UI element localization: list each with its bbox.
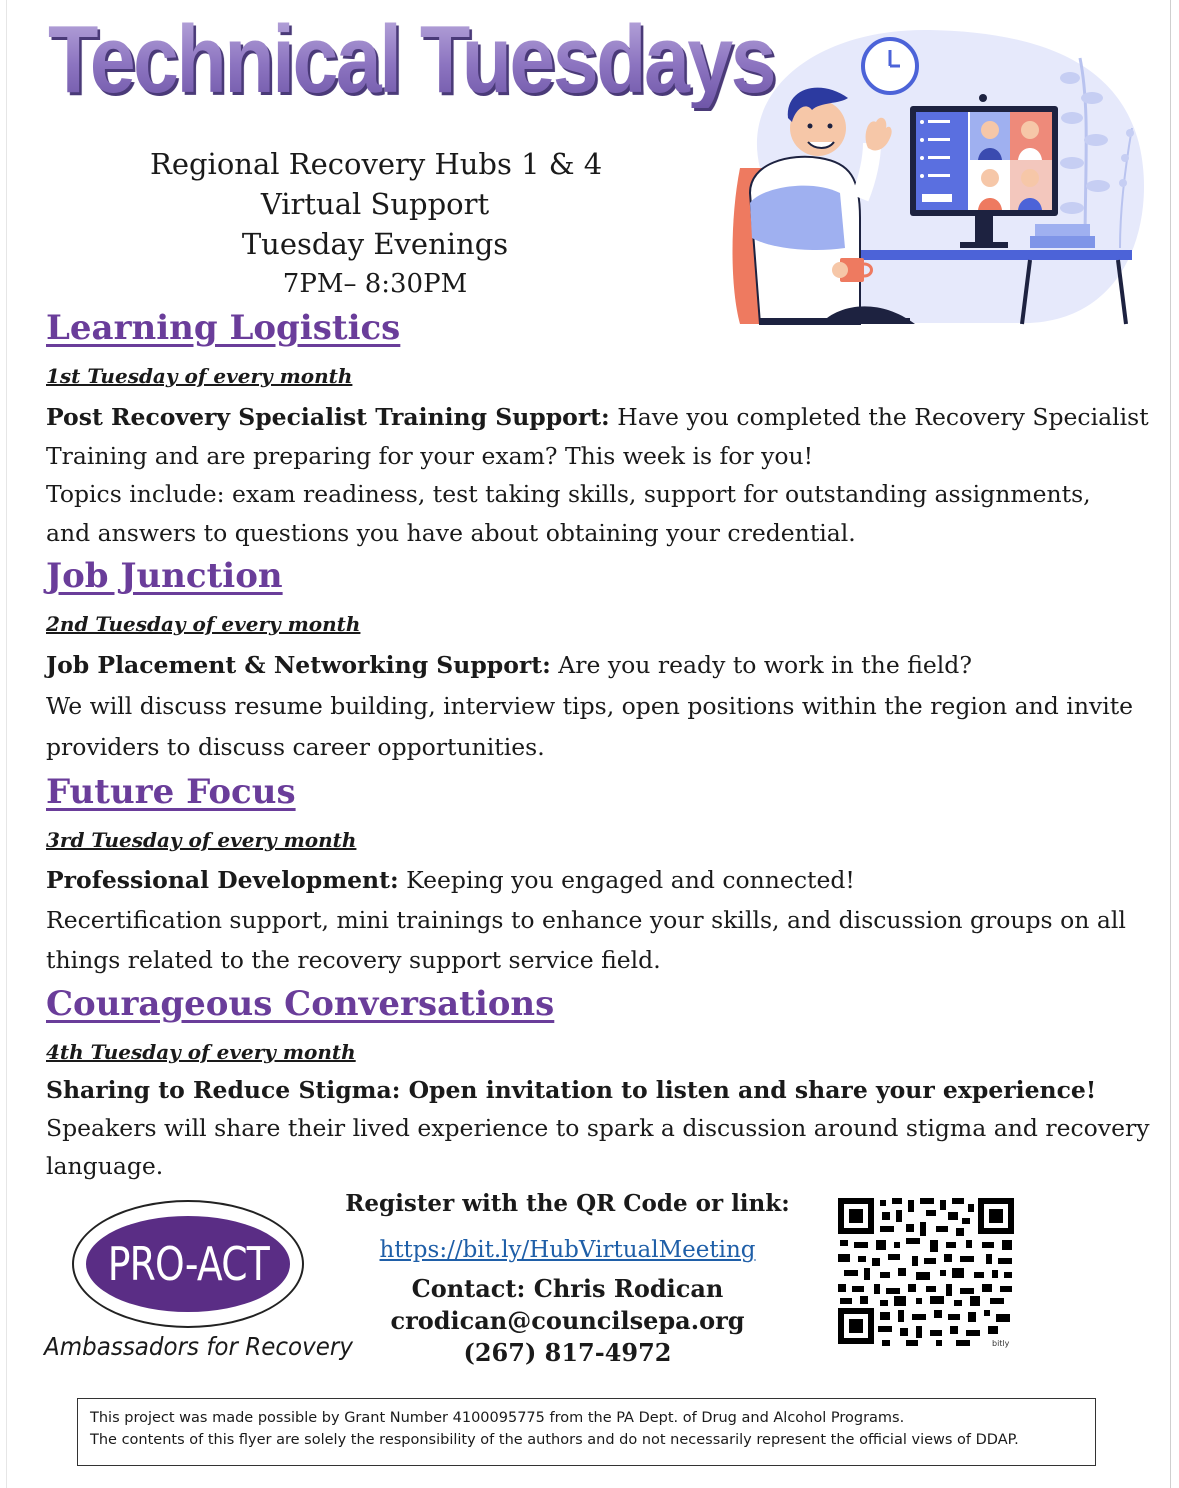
subhead-time: 7PM– 8:30PM: [282, 269, 468, 299]
qr-brand-label: bitly: [992, 1339, 1010, 1348]
section-body-learning-logistics: [46, 398, 1149, 552]
lead-text: Professional Development:: [46, 866, 399, 894]
body-line: Recertification support, mini trainings to enhance your skills, and discussion groups on all: [46, 906, 1126, 934]
body-line: We will discuss resume building, interview tips, open positions within the region and invite: [46, 692, 1134, 720]
lead-text: Job Placement & Networking Support:: [46, 651, 551, 679]
pro-act-logo: [40, 1200, 353, 1380]
page-edge-right: [1170, 0, 1171, 1488]
page-edge-left: [6, 0, 7, 1488]
contact-email[interactable]: crodican@councilsepa.org: [390, 1306, 745, 1335]
register-title: Register with the QR Code or link:: [345, 1190, 790, 1217]
logo-name: PRO-ACT: [107, 1237, 269, 1291]
section-heading-courageous-conversations: Courageous Conversations: [46, 984, 555, 1024]
body-line: Have you completed the Recovery Specialist: [609, 403, 1149, 431]
section-heading-future-focus: Future Focus: [46, 772, 296, 812]
section-heading-learning-logistics: Learning Logistics: [46, 308, 401, 348]
disclaimer-line-1: This project was made possible by Grant Number 4100095775 from the PA Dept. of Drug and Alcohol Programs.: [90, 1410, 905, 1426]
event-subheading: [150, 144, 603, 304]
logo-ring: [72, 1200, 304, 1328]
disclaimer-line-2: The contents of this flyer are solely the responsibility of the authors and do not necessarily represent the official views of DDAP.: [90, 1432, 1019, 1448]
contact-phone: (267) 817-4972: [463, 1338, 672, 1367]
body-line: language.: [46, 1152, 164, 1180]
schedule-4th-tuesday: 4th Tuesday of every month: [46, 1040, 356, 1064]
lead-text: Post Recovery Specialist Training Support:: [46, 403, 610, 431]
body-line: Topics include: exam readiness, test taking skills, support for outstanding assignments,: [46, 480, 1091, 508]
schedule-3rd-tuesday: 3rd Tuesday of every month: [46, 828, 357, 852]
subhead-hubs: Regional Recovery Hubs 1 & 4: [150, 147, 603, 181]
lead-text: Sharing to Reduce Stigma: Open invitation to listen and share your experience!: [46, 1076, 1097, 1104]
body-line: Are you ready to work in the field?: [550, 651, 972, 679]
body-line: Training and are preparing for your exam? This week is for you!: [46, 441, 814, 470]
section-body-job-junction: [46, 645, 1136, 768]
subhead-evenings: Tuesday Evenings: [241, 227, 509, 261]
body-line: and answers to questions you have about obtaining your credential.: [46, 518, 856, 547]
logo-tagline: Ambassadors for Recovery: [44, 1332, 353, 1361]
registration-link[interactable]: https://bit.ly/HubVirtualMeeting: [379, 1237, 756, 1263]
clock-icon: [863, 39, 917, 93]
qr-code-icon[interactable]: [836, 1196, 1016, 1348]
logo-badge: [86, 1216, 290, 1312]
section-body-future-focus: [46, 860, 1136, 980]
grant-disclaimer: [77, 1398, 1096, 1466]
section-heading-job-junction: Job Junction: [46, 556, 283, 596]
video-call-illustration: [700, 18, 1160, 328]
contact-name: Contact: Chris Rodican: [411, 1274, 724, 1303]
body-line: Speakers will share their lived experience to spark a discussion around stigma and recovery: [46, 1114, 1150, 1142]
schedule-1st-tuesday: 1st Tuesday of every month: [46, 364, 353, 388]
section-body-courageous-conversations: [46, 1071, 1150, 1185]
subhead-virtual: Virtual Support: [260, 187, 490, 221]
body-line: Keeping you engaged and connected!: [398, 866, 855, 894]
schedule-2nd-tuesday: 2nd Tuesday of every month: [46, 612, 361, 636]
flyer-title: Technical Tuesdays: [48, 6, 774, 113]
registration-block: [335, 1190, 800, 1369]
body-line: providers to discuss career opportunities.: [46, 733, 545, 761]
body-line: things related to the recovery support service field.: [46, 946, 661, 974]
